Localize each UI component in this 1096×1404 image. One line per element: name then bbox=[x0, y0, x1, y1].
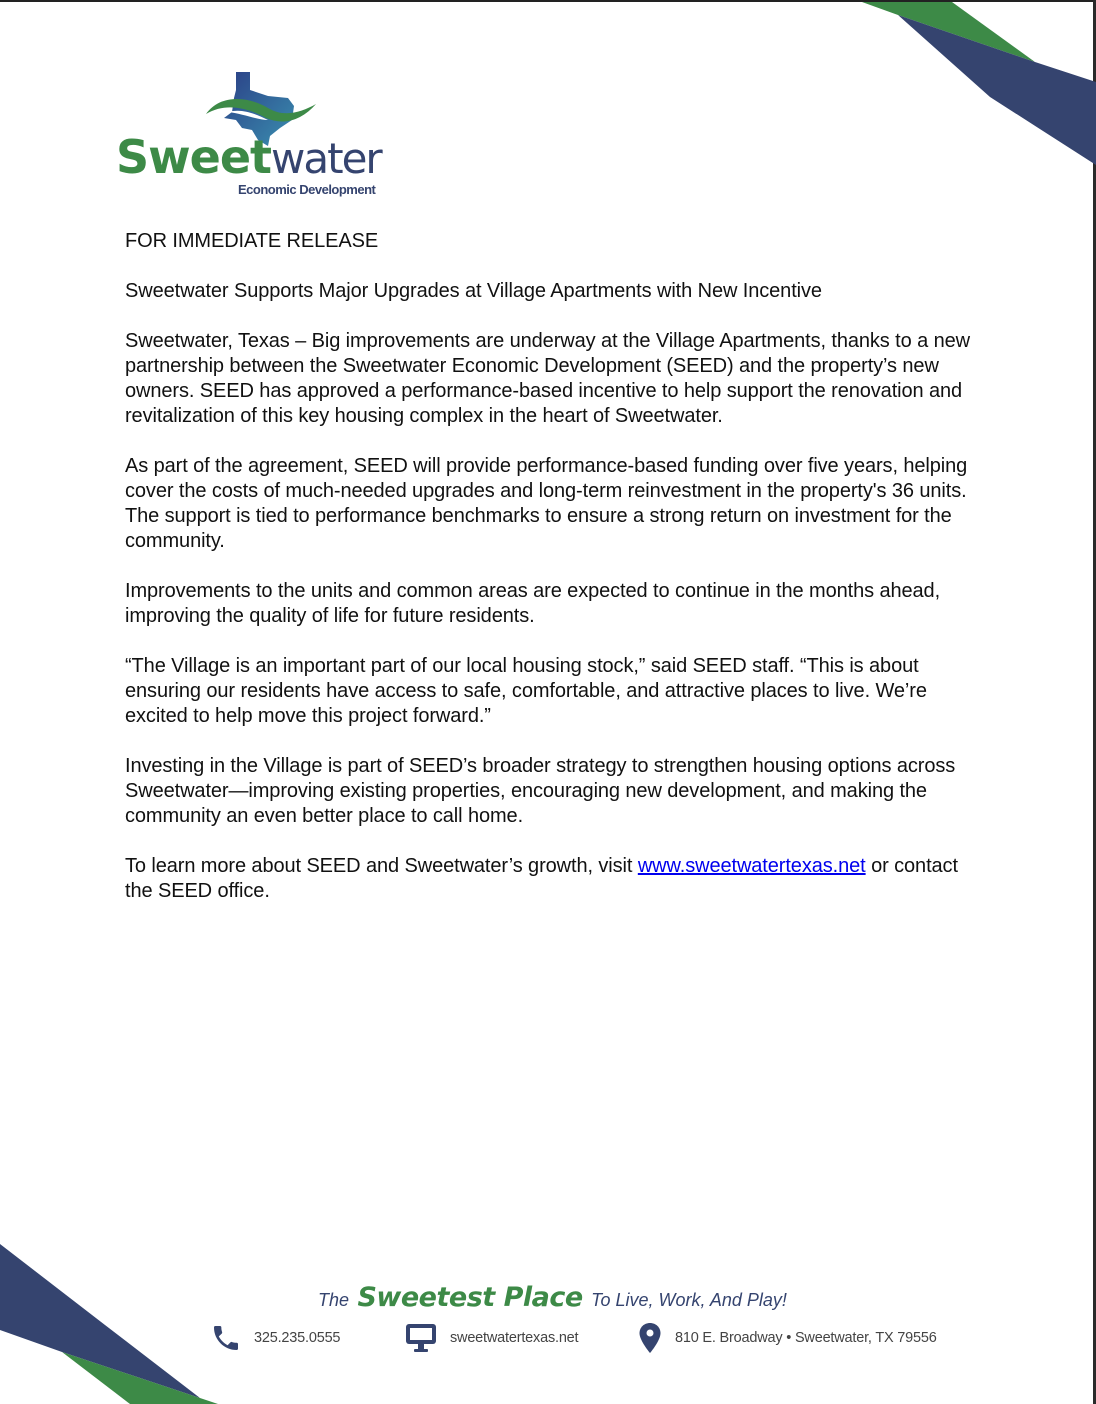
tagline-suffix: To Live, Work, And Play! bbox=[591, 1290, 787, 1310]
website-text: sweetwatertexas.net bbox=[450, 1330, 579, 1346]
phone-icon bbox=[210, 1322, 242, 1354]
press-release-body bbox=[125, 229, 975, 929]
paragraph-closing bbox=[125, 854, 975, 904]
footer-contact-address bbox=[637, 1322, 937, 1354]
logo-subtitle: Economic Development bbox=[238, 182, 376, 197]
address-text: 810 E. Broadway • Sweetwater, TX 79556 bbox=[675, 1330, 937, 1346]
tagline-main: Sweetest Place bbox=[357, 1282, 583, 1313]
tagline-prefix: The bbox=[318, 1290, 350, 1310]
paragraph-quote: “The Village is an important part of our local housing stock,” said SEED staff. “This is about ensuring our residents have access to safe, comfortable, and attractive places to live. We’re excited to help move this project forward.” bbox=[125, 655, 927, 727]
closing-text-after: or contact the SEED office. bbox=[125, 855, 958, 902]
footer-tagline bbox=[318, 1282, 787, 1313]
paragraph-improvements: Improvements to the units and common areas are expected to continue in the months ahead, improving the quality of life for future residents. bbox=[125, 580, 941, 627]
logo-word-sweet: Sweet bbox=[116, 130, 272, 184]
paragraph-agreement: As part of the agreement, SEED will provide performance-based funding over five years, helping cover the costs of much-needed upgrades and long-term reinvestment in the property's 36 units. The support is tied to performance benchmarks to ensure a strong return on investment for the community. bbox=[125, 455, 968, 552]
corner-ribbon-top-right bbox=[840, 0, 1096, 180]
sweetwater-logo bbox=[110, 68, 420, 203]
website-link[interactable]: www.sweetwatertexas.net bbox=[637, 855, 866, 877]
headline: Sweetwater Supports Major Upgrades at Village Apartments with New Incentive bbox=[125, 280, 822, 302]
footer-contact-website bbox=[404, 1322, 578, 1354]
release-line: FOR IMMEDIATE RELEASE bbox=[125, 230, 379, 252]
paragraph-intro: Sweetwater, Texas – Big improvements are underway at the Village Apartments, thanks to a new partnership between the Sweetwater Economic Development (SEED) and the property’s new owners. SEED has approved a performance-based incentive to help support the renovation and revitalization of this key housing complex in the heart of Sweetwater. bbox=[125, 330, 970, 427]
paragraph-strategy: Investing in the Village is part of SEED’s broader strategy to strengthen housing options across Sweetwater—improving existing properties, encouraging new development, and making the community an even better place to call home. bbox=[125, 755, 956, 827]
footer-contact-phone bbox=[210, 1322, 340, 1354]
monitor-icon bbox=[404, 1322, 438, 1354]
logo-word-water: water bbox=[271, 134, 381, 183]
phone-number: 325.235.0555 bbox=[254, 1330, 341, 1346]
map-pin-icon bbox=[637, 1322, 663, 1354]
corner-ribbon-bottom-left bbox=[0, 1230, 250, 1404]
closing-text-before: To learn more about SEED and Sweetwater’s growth, visit bbox=[125, 855, 638, 877]
logo-wordmark bbox=[116, 130, 381, 185]
